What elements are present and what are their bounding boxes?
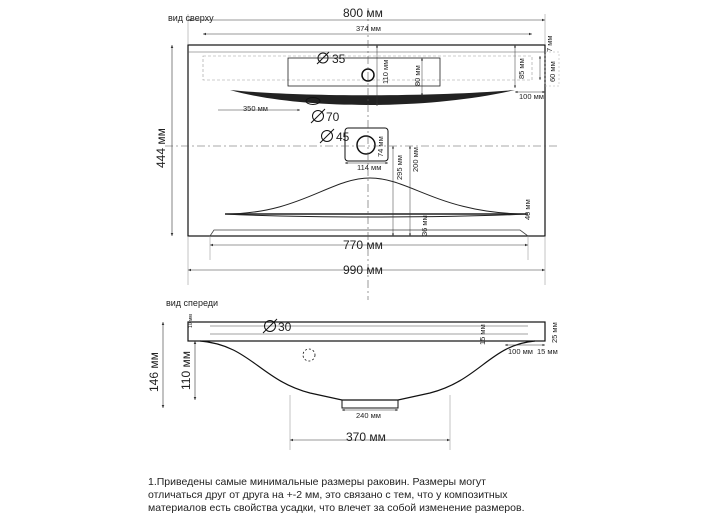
dim-990: 990 мм	[343, 263, 383, 277]
bowl-top-curve	[230, 90, 515, 105]
dim-770: 770 мм	[343, 238, 383, 252]
dim-240: 240 мм	[356, 411, 381, 420]
dim-444: 444 мм	[154, 128, 168, 168]
dim-hole-45: 45	[336, 130, 350, 144]
dim-146: 146 мм	[147, 352, 161, 392]
dim-15-front: 15 мм	[537, 347, 558, 356]
dim-25: 25 мм	[550, 322, 559, 343]
bowl-body	[200, 341, 535, 400]
front-top-slab	[188, 322, 545, 341]
dim-100-top: 100 мм	[519, 92, 544, 101]
top-view	[154, 6, 560, 300]
dim-114: 114 мм	[357, 163, 382, 172]
overflow-dashed	[303, 349, 315, 361]
dim-hole-70: 70	[326, 110, 340, 124]
dim-15: 15 мм	[478, 324, 487, 345]
note-text	[148, 476, 698, 515]
dim-7: 7 мм	[545, 35, 554, 52]
dim-60: 60 мм	[548, 61, 557, 82]
dim-100-front: 100 мм	[508, 347, 533, 356]
dim-hole-30: 30	[278, 320, 292, 334]
dim-350: 350 мм	[243, 104, 268, 113]
dim-110: 110 мм	[381, 59, 390, 84]
bowl-bottom-curve	[225, 178, 528, 217]
dim-110-front: 110 мм	[179, 351, 193, 390]
dim-10: 10 мм	[188, 314, 194, 328]
dim-40: 40 мм	[523, 199, 532, 220]
dim-85: 85 мм	[517, 58, 526, 79]
dim-hole-35: 35	[332, 52, 346, 66]
note-line-3: материалов есть свойства усадки, что влечет за собой изменение размеров.	[148, 502, 525, 514]
drain-base	[342, 400, 398, 408]
back-shelf-dashed	[203, 56, 532, 80]
dim-370: 370 мм	[346, 430, 386, 444]
dim-295: 295 мм	[395, 155, 404, 180]
top-view-label: вид сверху	[168, 13, 214, 23]
dim-36: 36 мм	[420, 215, 429, 236]
sink-top-outline	[188, 45, 545, 236]
dim-80: 80 мм	[413, 65, 422, 86]
dim-800: 800 мм	[343, 6, 383, 20]
note-line-2: отличаться друг от друга на +-2 мм, это связано с тем, что у композитных	[148, 489, 508, 501]
front-view-label: вид спереди	[166, 298, 219, 308]
note-line-1: 1.Приведены самые минимальные размеры раковин. Размеры могут	[148, 476, 486, 488]
dim-374: 374 мм	[356, 24, 381, 33]
dim-200: 200 мм	[411, 147, 420, 172]
front-lip	[210, 230, 528, 236]
front-view	[147, 298, 559, 450]
dim-74: 74 мм	[376, 136, 385, 157]
drain-hole	[357, 136, 375, 154]
